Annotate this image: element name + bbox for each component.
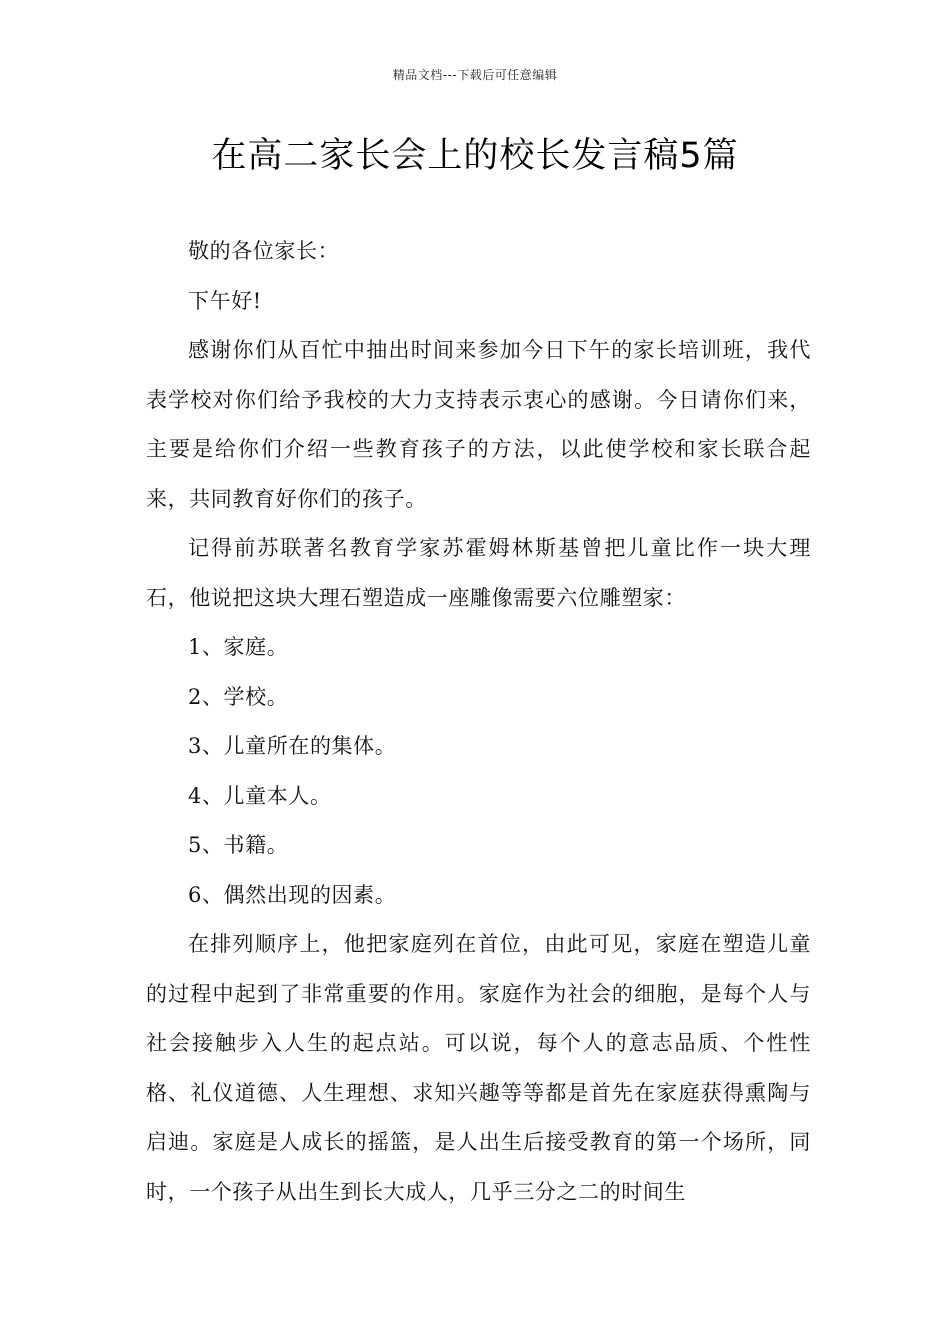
list-item: 3、儿童所在的集体。 [188, 734, 397, 758]
greeting-paragraph: 下午好! [188, 288, 262, 313]
list-item: 2、学校。 [188, 684, 289, 709]
document-body [146, 227, 811, 1217]
list-item: 4、儿童本人。 [188, 783, 332, 808]
body-paragraph: 感谢你们从百忙中抽出时间来参加今日下午的家长培训班，我代表学校对你们给予我校的大力支持表示衷心的感谢。今日请你们来，主要是给你们介绍一些教育孩子的方法，以此使学校和家长联合起来，共同教育好你们的孩子。 [146, 338, 811, 511]
list-item: 1、家庭。 [188, 635, 289, 659]
body-paragraph: 在排列顺序上，他把家庭列在首位，由此可见，家庭在塑造儿童的过程中起到了非常重要的作用。家庭作为社会的细胞，是每个人与社会接触步入人生的起点站。可以说，每个人的意志品质、个性性格、礼仪道德、人生理想、求知兴趣等等都是首先在家庭获得熏陶与启迪。家庭是人成长的摇篮，是人出生后接受教育的第一个场所，同时，一个孩子从出生到长大成人，几乎三分之二的时间生 [146, 932, 811, 1204]
salutation-paragraph: 敬的各位家长： [188, 239, 340, 263]
list-item: 6、偶然出现的因素。 [188, 882, 397, 907]
list-item: 5、书籍。 [188, 833, 289, 857]
document-title: 在高二家长会上的校长发言稿5篇 [211, 136, 739, 176]
body-paragraph: 记得前苏联著名教育学家苏霍姆林斯基曾把儿童比作一块大理石，他说把这块大理石塑造成一座雕像需要六位雕塑家： [146, 536, 811, 610]
header-note: 精品文档---下载后可任意编辑 [392, 68, 558, 82]
